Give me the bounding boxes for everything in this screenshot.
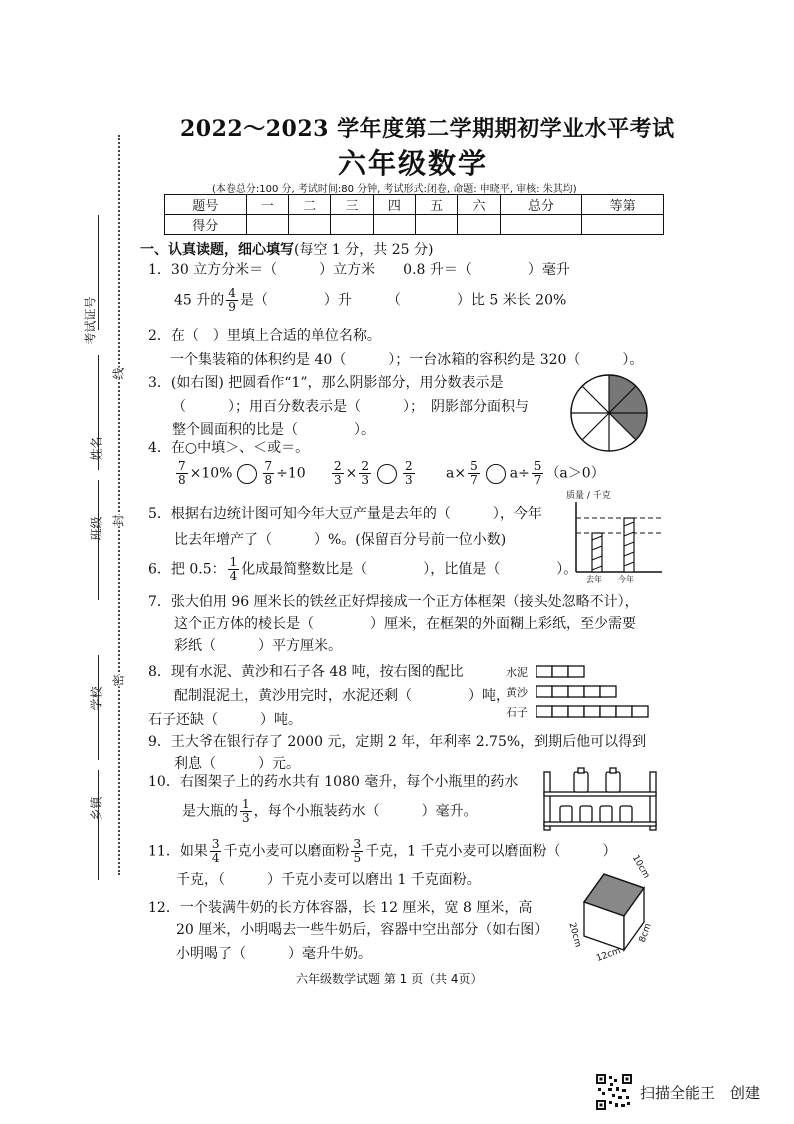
score-table-header-row: [165, 195, 664, 215]
shelf-post: [544, 772, 550, 830]
question-1-line-b: [174, 287, 566, 314]
question-8-line-a: 8．现有水泥、黄沙和石子各 48 吨，按右图的配比: [148, 664, 464, 680]
side-seal-mark: 封: [111, 514, 126, 527]
question-2-line-b: 一个集装箱的体积约是 40（ ）；一台冰箱的容积约是 320（ ）。: [170, 352, 644, 368]
q10-b-pre: 是大瓶的: [182, 803, 238, 820]
question-10-line-b: [182, 798, 478, 825]
score-cell: 四: [373, 195, 415, 215]
frac-num: 7: [178, 459, 186, 473]
ratio-label-stone: 石子: [506, 706, 528, 719]
ratio-unit: [568, 686, 584, 697]
question-12-line-c: 小明喝了（ ）毫升牛奶。: [176, 946, 372, 962]
q1-b-post: 是（ ）升 （ ）比 5 米长 20%: [239, 292, 567, 309]
question-2-line-a: 2．在（ ）里填上合适的单位名称。: [148, 328, 381, 344]
frac-num: 3: [353, 837, 362, 851]
ratio-unit: [600, 686, 616, 697]
question-3-line-a: 3．(如右图) 把圆看作“1”，那么阴影部分，用分数表示是: [148, 375, 504, 391]
score-entry-cell[interactable]: [500, 215, 582, 235]
frac-num: 7: [264, 459, 273, 473]
q11-post: 千克，1 千克小麦可以磨面粉（ ）: [365, 843, 617, 860]
expr-text: ×: [345, 465, 358, 482]
question-3-line-c: 整个圆面积的比是（ ）。: [172, 422, 375, 438]
q6-post: 化成最简整数比是（ ），比值是（ ）。: [241, 561, 578, 578]
pie-figure: [568, 372, 650, 454]
question-7-line-c: 彩纸（ ）平方厘米。: [174, 638, 342, 654]
scanner-watermark: 扫描全能王 创建: [640, 1084, 761, 1102]
question-7-line-b: 这个正方体的棱长是（ ）厘米，在框架的外面糊上彩纸，至少需要: [174, 616, 636, 632]
score-entry-cell[interactable]: [331, 215, 373, 235]
expr-text: （a＞0）: [545, 465, 605, 482]
fraction: [403, 460, 415, 487]
question-4-expr-3: [446, 460, 605, 487]
question-5-line-a: 5．根据右边统计图可知今年大豆产量是去年的（ ），今年: [148, 506, 542, 522]
frac-den: 3: [242, 811, 250, 825]
fraction: [532, 460, 544, 487]
fraction: [263, 460, 275, 487]
small-bottle: [600, 806, 612, 822]
score-cell: 得分: [165, 215, 247, 235]
q10-b-post: ，每个小瓶装药水（ ）毫升。: [253, 803, 478, 820]
ratio-unit: [552, 706, 568, 717]
ratio-unit: [632, 706, 648, 717]
ratio-unit: [552, 686, 568, 697]
compare-circle[interactable]: [237, 464, 257, 484]
frac-num: 2: [405, 459, 413, 473]
fraction: [210, 838, 222, 865]
frac-den: 3: [361, 473, 370, 487]
exam-meta: (本卷总分:100 分, 考试时间:80 分钟, 考试形式:闭卷, 命题: 申晓平, 审核: 朱其均): [212, 184, 577, 195]
question-7-line-a: 7．张大伯用 96 厘米长的铁丝正好焊接成一个正方体框架（接头处忽略不计），: [148, 594, 639, 610]
q1-b-pre: 45 升的: [174, 292, 225, 309]
score-entry-cell[interactable]: [582, 215, 664, 235]
frac-num: 5: [533, 459, 542, 473]
question-4-expr-1: [174, 460, 306, 487]
question-5-line-b: 比去年增产了（ ）%。(保留百分号前一位小数): [174, 532, 507, 548]
side-secret-mark: 密: [111, 674, 126, 687]
question-8-line-b: 配制混泥土，黄沙用完时，水泥还剩（ ）吨，: [174, 688, 510, 704]
ratio-unit: [536, 666, 552, 677]
ratio-bars: [536, 664, 656, 724]
ratio-unit: [584, 706, 600, 717]
fraction: [176, 460, 188, 487]
question-1-line-a: 1．30 立方分米＝（ ）立方米 0.8 升＝（ ）毫升: [148, 262, 570, 278]
section-1-heading: [140, 240, 433, 260]
score-cell: 总分: [500, 195, 582, 215]
question-4-line-a: 4．在○中填＞、＜或＝。: [148, 440, 310, 456]
subject-title: 六年级数学: [338, 147, 489, 180]
chart-ylabel: 质量 / 千克: [566, 491, 611, 501]
score-entry-cell[interactable]: [416, 215, 458, 235]
medicine-shelf-figure: [540, 764, 660, 834]
score-cell: 题号: [165, 195, 247, 215]
fraction: [468, 460, 480, 487]
dim-12cm: 12cm: [595, 945, 623, 965]
frac-den: 9: [228, 300, 236, 314]
score-cell: 一: [246, 195, 288, 215]
ratio-label-sand: 黄沙: [506, 686, 528, 699]
question-9-line-b: 利息（ ）元。: [174, 756, 300, 772]
fraction: [228, 556, 240, 583]
compare-circle[interactable]: [486, 464, 506, 484]
expr-text: a÷: [509, 465, 530, 482]
question-12-line-b: 20 厘米，小明喝去一些牛奶后，容器中空出部分（如右图）: [176, 922, 549, 938]
chart-cat-last-year: 去年: [586, 575, 602, 584]
ratio-unit: [536, 686, 552, 697]
frac-den: 8: [178, 473, 186, 487]
frac-den: 3: [334, 473, 342, 487]
side-class-label: 班级: [89, 516, 104, 541]
score-entry-cell[interactable]: [246, 215, 288, 235]
side-town-label: 乡镇: [89, 796, 104, 821]
page-footer: 六年级数学试题 第 1 页（共 4页）: [296, 972, 483, 986]
frac-den: 7: [533, 473, 542, 487]
frac-den: 7: [470, 473, 478, 487]
q11-mid: 千克小麦可以磨面粉: [223, 843, 350, 860]
shelf-board: [544, 822, 656, 826]
frac-num: 3: [211, 837, 220, 851]
fraction: [226, 287, 238, 314]
score-cell: 二: [288, 195, 330, 215]
side-name-label: 姓名: [89, 436, 104, 461]
shaded-sector: [609, 413, 647, 440]
question-4-expr-2: [330, 460, 417, 487]
frac-num: 2: [361, 459, 370, 473]
fraction: [332, 460, 344, 487]
frac-num: 5: [470, 459, 478, 473]
ratio-unit: [568, 666, 584, 677]
side-exam-id-label: 考试证号: [83, 296, 98, 345]
large-bottle: [574, 772, 588, 792]
fraction: [351, 838, 363, 865]
small-bottle: [560, 806, 572, 822]
question-11-line-b: 千克，（ ）千克小麦可以磨出 1 千克面粉。: [176, 872, 481, 888]
side-school-label: 学校: [89, 686, 104, 711]
question-11-line-a: [148, 838, 616, 865]
score-cell: 五: [416, 195, 458, 215]
q6-pre: 6．把 0.5：: [148, 561, 226, 578]
small-bottle: [620, 806, 632, 822]
frac-den: 3: [405, 473, 413, 487]
question-9-line-a: 9．王大爷在银行存了 2000 元，定期 2 年，年利率 2.75%，到期后他可以得到: [148, 734, 647, 750]
small-bottle: [580, 806, 592, 822]
frac-den: 4: [211, 851, 220, 865]
q11-pre: 11．如果: [148, 843, 208, 860]
section-1-note: (每空 1 分，共 25 分): [294, 242, 434, 258]
frac-num: 1: [242, 797, 250, 811]
question-8-line-c: 石子还缺（ ）吨。: [148, 712, 302, 728]
shelf-post: [650, 772, 656, 830]
bar-chart: [566, 500, 666, 578]
bottle-cap: [610, 768, 616, 773]
shelf-board: [544, 792, 656, 796]
expr-text: ÷10: [276, 465, 306, 482]
ratio-unit: [600, 706, 616, 717]
score-entry-cell[interactable]: [373, 215, 415, 235]
score-table-score-row: [165, 215, 664, 235]
binding-dotted-line: [118, 135, 120, 875]
question-6: [148, 556, 577, 583]
ratio-unit: [568, 706, 584, 717]
compare-circle[interactable]: [377, 464, 397, 484]
ratio-unit: [536, 706, 552, 717]
town-underline: [98, 770, 99, 880]
score-cell: 六: [458, 195, 500, 215]
side-line-mark: 线: [111, 367, 126, 380]
fraction: [359, 460, 371, 487]
frac-num: 2: [334, 459, 342, 473]
chart-cat-this-year: 今年: [618, 575, 634, 584]
bottle-cap: [578, 768, 584, 773]
frac-den: 5: [353, 851, 362, 865]
frac-num: 1: [229, 555, 238, 569]
fraction: [240, 798, 252, 825]
dim-10cm: 10cm: [629, 853, 652, 881]
dim-20cm: 20cm: [566, 921, 583, 949]
ratio-unit: [584, 686, 600, 697]
section-1-title: 一、认真读题，细心填写: [140, 242, 294, 258]
frac-den: 8: [264, 473, 273, 487]
ratio-label-cement: 水泥: [506, 666, 528, 679]
question-12-line-a: 12．一个装满牛奶的长方体容器，长 12 厘米，宽 8 厘米，高: [148, 900, 533, 916]
ratio-unit: [616, 706, 632, 717]
question-3-line-b: （ ）；用百分数表示是（ ）； 阴影部分面积与: [172, 399, 529, 415]
score-entry-cell[interactable]: [458, 215, 500, 235]
score-entry-cell[interactable]: [288, 215, 330, 235]
expr-text: ×10%: [189, 465, 233, 482]
expr-text: a×: [446, 465, 467, 482]
ratio-unit: [552, 666, 568, 677]
score-cell: 三: [331, 195, 373, 215]
score-cell: 等第: [582, 195, 664, 215]
dim-8cm: 8cm: [637, 922, 654, 944]
score-table: [164, 194, 664, 235]
frac-num: 4: [228, 286, 236, 300]
exam-title: 2022～2023 学年度第二学期期初学业水平考试: [180, 116, 675, 142]
large-bottle: [606, 772, 620, 792]
frac-den: 4: [229, 569, 238, 583]
qr-code-icon: [596, 1074, 632, 1110]
question-10-line-a: 10．右图架子上的药水共有 1080 毫升，每个小瓶里的药水: [148, 774, 519, 790]
